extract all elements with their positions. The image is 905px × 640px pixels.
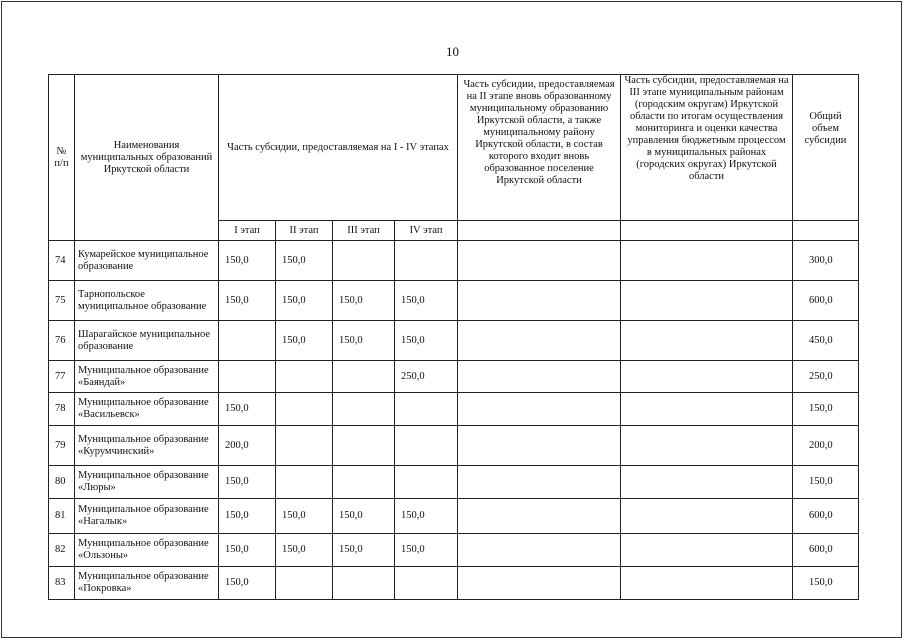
cell-total: 150,0 xyxy=(793,393,859,426)
cell-stage3-monitoring xyxy=(621,426,793,466)
cell-stage-2: 150,0 xyxy=(276,534,333,567)
cell-stage-4: 150,0 xyxy=(395,281,458,321)
cell-stage-3 xyxy=(333,426,395,466)
cell-stage-3 xyxy=(333,393,395,426)
cell-stage-4: 250,0 xyxy=(395,361,458,393)
cell-stage-1: 150,0 xyxy=(219,241,276,281)
cell-stage2-new xyxy=(458,281,621,321)
cell-stage2-new xyxy=(458,361,621,393)
cell-stage-3: 150,0 xyxy=(333,321,395,361)
table-row xyxy=(49,567,859,600)
cell-total: 300,0 xyxy=(793,241,859,281)
header-stage-2: II этап xyxy=(276,221,333,241)
cell-stage-2: 150,0 xyxy=(276,321,333,361)
cell-stage-1: 150,0 xyxy=(219,393,276,426)
cell-num: 75 xyxy=(49,281,75,321)
cell-name: Кумарейское муниципальное образование xyxy=(75,241,219,281)
cell-total: 150,0 xyxy=(793,466,859,499)
cell-total: 600,0 xyxy=(793,281,859,321)
table-row xyxy=(49,426,859,466)
table-row xyxy=(49,361,859,393)
cell-stage3-monitoring xyxy=(621,241,793,281)
cell-stage3-monitoring xyxy=(621,567,793,600)
subsidy-table xyxy=(48,74,859,600)
table-row xyxy=(49,393,859,426)
cell-stage-4: 150,0 xyxy=(395,534,458,567)
cell-stage-4 xyxy=(395,466,458,499)
header-name: Наименования муниципальных образований Иркутской области xyxy=(75,75,219,241)
cell-stage3-monitoring xyxy=(621,499,793,534)
table-row xyxy=(49,281,859,321)
table-row xyxy=(49,321,859,361)
cell-stage-1: 150,0 xyxy=(219,281,276,321)
cell-stage-2 xyxy=(276,567,333,600)
cell-stage-2: 150,0 xyxy=(276,241,333,281)
page-number: 10 xyxy=(446,44,459,59)
cell-stage-2 xyxy=(276,426,333,466)
cell-name: Шарагайское муниципальное образование xyxy=(75,321,219,361)
cell-stage2-new xyxy=(458,499,621,534)
cell-stage3-monitoring xyxy=(621,281,793,321)
cell-stage-4 xyxy=(395,426,458,466)
cell-stage2-new xyxy=(458,567,621,600)
cell-stage3-monitoring xyxy=(621,361,793,393)
cell-stage-1 xyxy=(219,361,276,393)
table-row xyxy=(49,534,859,567)
cell-total: 450,0 xyxy=(793,321,859,361)
cell-stage-1 xyxy=(219,321,276,361)
cell-stage2-new xyxy=(458,466,621,499)
cell-name: Муниципальное образование «Люры» xyxy=(75,466,219,499)
cell-stage2-new xyxy=(458,321,621,361)
cell-num: 74 xyxy=(49,241,75,281)
cell-num: 80 xyxy=(49,466,75,499)
table-row xyxy=(49,241,859,281)
cell-stage2-new xyxy=(458,534,621,567)
cell-total: 150,0 xyxy=(793,567,859,600)
cell-num: 83 xyxy=(49,567,75,600)
cell-total: 200,0 xyxy=(793,426,859,466)
cell-name: Муниципальное образование «Курумчинский» xyxy=(75,426,219,466)
cell-stage-4: 150,0 xyxy=(395,499,458,534)
cell-stage-2: 150,0 xyxy=(276,499,333,534)
cell-stage2-new xyxy=(458,426,621,466)
table-row xyxy=(49,466,859,499)
header-empty-new xyxy=(458,221,621,241)
cell-stage-2 xyxy=(276,393,333,426)
header-empty-total xyxy=(793,221,859,241)
cell-stage2-new xyxy=(458,393,621,426)
cell-num: 79 xyxy=(49,426,75,466)
cell-stage-1: 200,0 xyxy=(219,426,276,466)
cell-stage-3: 150,0 xyxy=(333,499,395,534)
cell-stage-3: 150,0 xyxy=(333,281,395,321)
cell-stage-1: 150,0 xyxy=(219,466,276,499)
cell-stage3-monitoring xyxy=(621,466,793,499)
cell-stage-2 xyxy=(276,361,333,393)
cell-name: Муниципальное образование «Покровка» xyxy=(75,567,219,600)
cell-stage3-monitoring xyxy=(621,321,793,361)
cell-num: 76 xyxy=(49,321,75,361)
cell-stage-1: 150,0 xyxy=(219,534,276,567)
header-stages: Часть субсидии, предоставляемая на I - IV этапах xyxy=(219,75,458,221)
cell-stage-3 xyxy=(333,241,395,281)
cell-stage3-monitoring xyxy=(621,534,793,567)
cell-stage-3 xyxy=(333,361,395,393)
cell-name: Муниципальное образование «Нагалык» xyxy=(75,499,219,534)
cell-stage-2 xyxy=(276,466,333,499)
cell-stage3-monitoring xyxy=(621,393,793,426)
header-empty-monitoring xyxy=(621,221,793,241)
header-stage3-monitoring: Часть субсидии, предоставляемая на III этапе муниципальным районам (городским округам) Иркутской области по итогам осуществления мониторинга и оценки качества управления бюджетным процессом в муниципальных районах (городских округах) Иркутской области xyxy=(621,75,793,221)
cell-num: 78 xyxy=(49,393,75,426)
cell-num: 81 xyxy=(49,499,75,534)
header-stage-3: III этап xyxy=(333,221,395,241)
cell-stage-4 xyxy=(395,241,458,281)
cell-stage-4: 150,0 xyxy=(395,321,458,361)
cell-stage-3 xyxy=(333,466,395,499)
header-stage2-new: Часть субсидии, предоставляемая на II этапе вновь образованному муниципальному образованию Иркутской области, а также муниципальному району Иркутской области, в состав которого входит вновь образованное поселение Иркутской области xyxy=(458,75,621,221)
cell-num: 77 xyxy=(49,361,75,393)
cell-stage-1: 150,0 xyxy=(219,567,276,600)
cell-name: Тарнопольское муниципальное образование xyxy=(75,281,219,321)
header-stage-4: IV этап xyxy=(395,221,458,241)
cell-stage-4 xyxy=(395,567,458,600)
cell-num: 82 xyxy=(49,534,75,567)
header-total: Общий объем субсидии xyxy=(793,75,859,221)
cell-total: 600,0 xyxy=(793,499,859,534)
cell-total: 250,0 xyxy=(793,361,859,393)
header-stage-1: I этап xyxy=(219,221,276,241)
cell-stage-4 xyxy=(395,393,458,426)
table-row xyxy=(49,499,859,534)
cell-stage-3 xyxy=(333,567,395,600)
cell-total: 600,0 xyxy=(793,534,859,567)
cell-name: Муниципальное образование «Васильевск» xyxy=(75,393,219,426)
table-body xyxy=(49,241,859,600)
cell-stage-2: 150,0 xyxy=(276,281,333,321)
cell-name: Муниципальное образование «Баяндай» xyxy=(75,361,219,393)
cell-stage2-new xyxy=(458,241,621,281)
cell-stage-1: 150,0 xyxy=(219,499,276,534)
cell-name: Муниципальное образование «Ользоны» xyxy=(75,534,219,567)
cell-stage-3: 150,0 xyxy=(333,534,395,567)
header-num: № п/п xyxy=(49,75,75,241)
